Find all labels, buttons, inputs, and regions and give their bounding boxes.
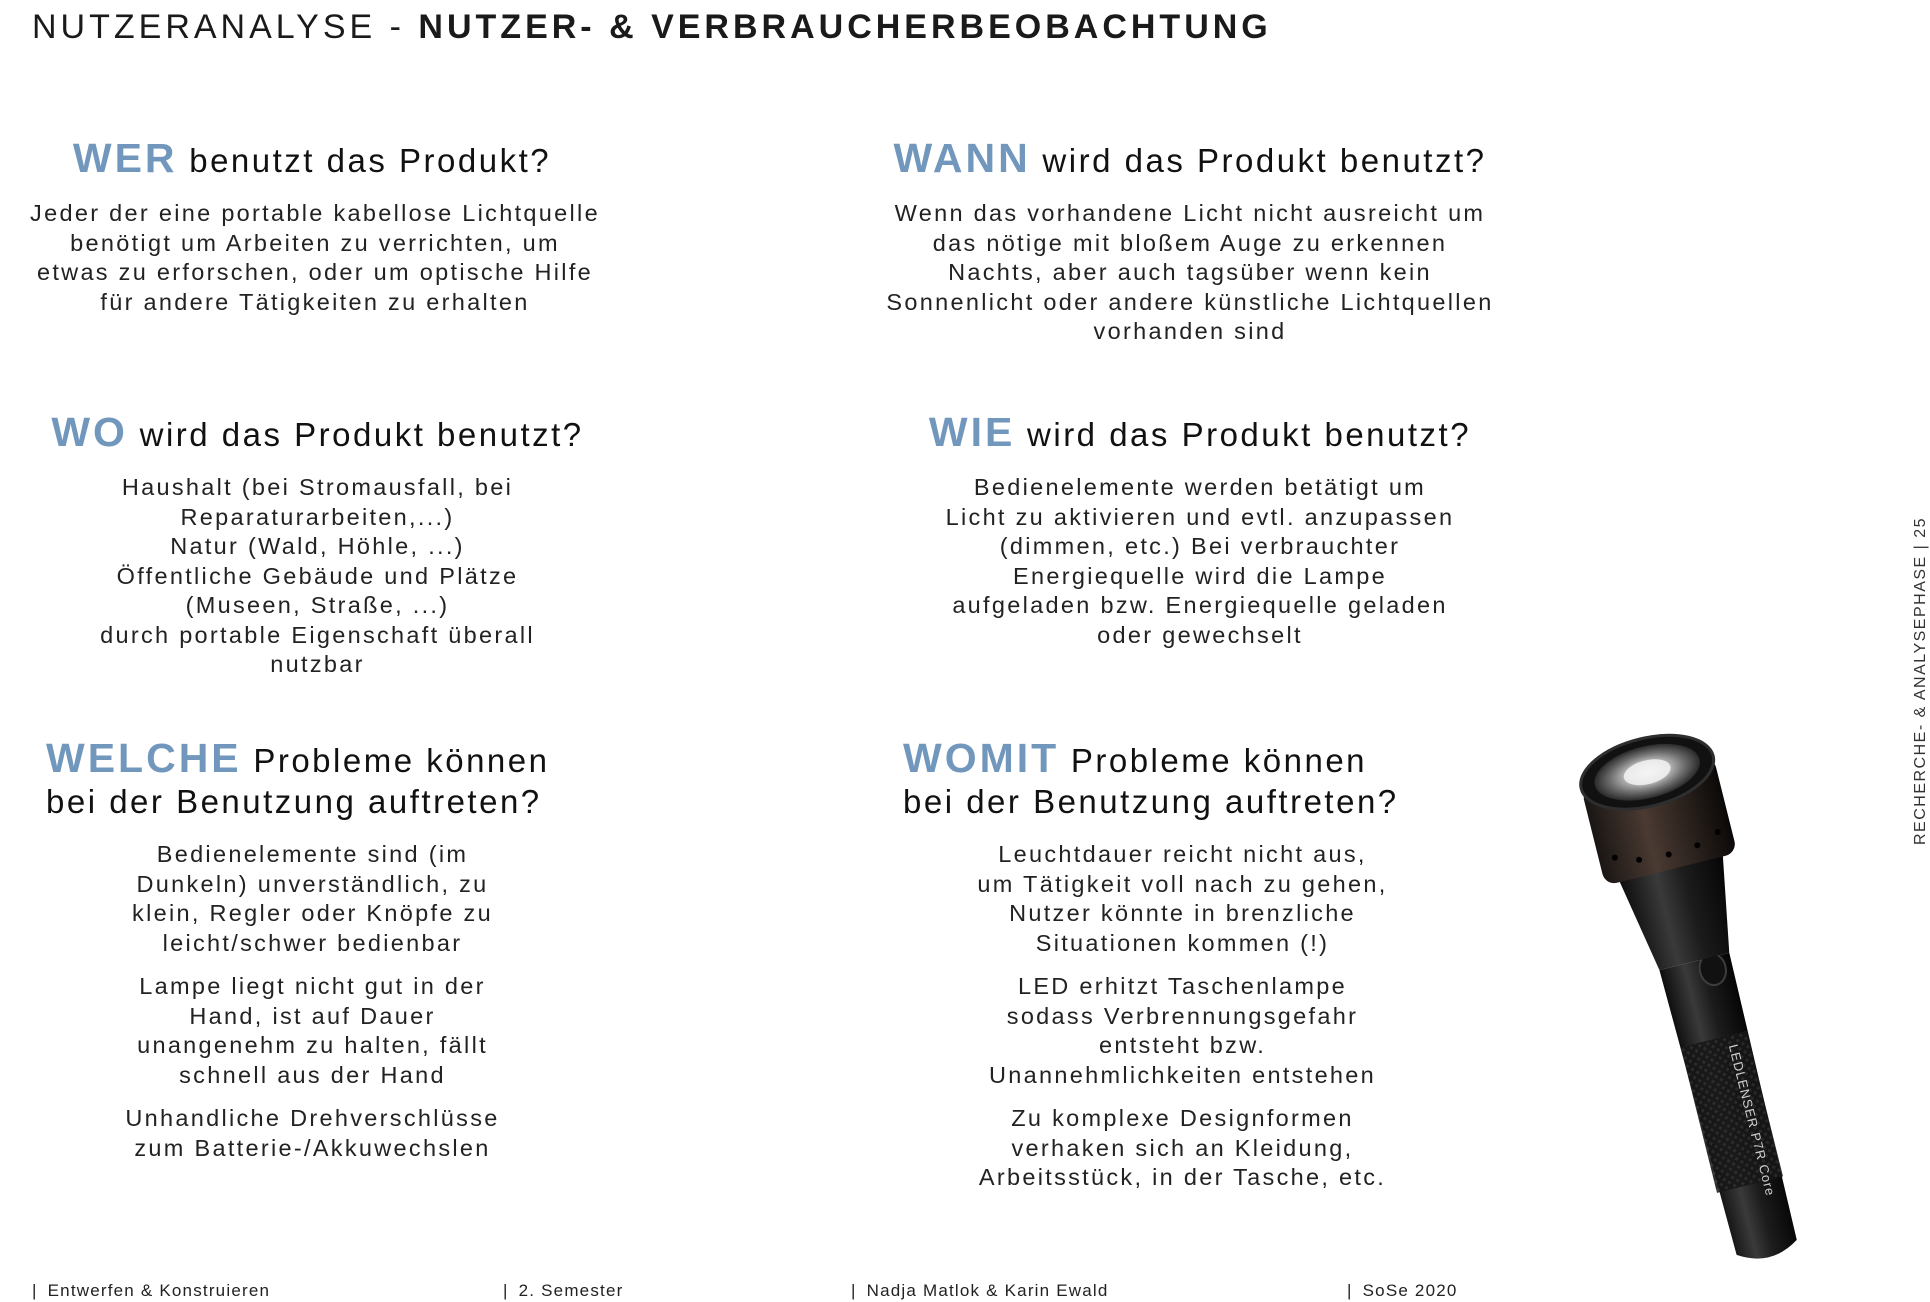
section-question: wird das Produkt benutzt? — [1030, 142, 1487, 179]
section-answer: Jeder der eine portable kabellose Lichtquelle benötigt um Arbeiten zu verrichten, um etwas zu erforschen, oder um optische Hilfe für andere Tätigkeiten zu erhalten — [30, 200, 600, 315]
footer-item — [1347, 1281, 1458, 1301]
section-keyword: WANN — [893, 135, 1031, 181]
section-question: wird das Produkt benutzt? — [1015, 416, 1472, 453]
section-heading — [880, 409, 1520, 455]
section-answer: Leuchtdauer reicht nicht aus, um Tätigkeit voll nach zu gehen, Nutzer könnte in brenzliche Situationen kommen (!) — [977, 841, 1388, 956]
section-answer: Bedienelemente werden betätigt um Licht zu aktivieren und evtl. anzupassen (dimmen, etc.) Bei verbrauchter Energiequelle wird die Lampe aufgeladen bzw. Energiequelle geladen oder gewechselt — [945, 474, 1455, 648]
footer-text: 2. Semester — [518, 1281, 624, 1300]
section-answer: Unhandliche Drehverschlüsse zum Batterie-/Akkuwechslen — [125, 1105, 500, 1161]
section-wann — [850, 135, 1530, 361]
section-question-line2: bei der Benutzung auftreten? — [903, 783, 1399, 820]
flashlight-image — [1570, 710, 1840, 1285]
section-answer: Lampe liegt nicht gut in der Hand, ist auf Dauer unangenehm zu halten, fällt schnell aus der Hand — [137, 973, 488, 1088]
section-question: wird das Produkt benutzt? — [127, 416, 584, 453]
page-title-light: NUTZERANALYSE - — [32, 8, 419, 46]
section-answer: Haushalt (bei Stromausfall, bei Reparaturarbeiten,...) Natur (Wald, Höhle, ...) Öffentliche Gebäude und Plätze (Museen, Straße, ...) durch portable Eigenschaft überall nutzbar — [100, 474, 535, 677]
footer-item — [851, 1281, 1109, 1301]
section-heading — [0, 409, 635, 455]
section-womit — [870, 735, 1495, 1207]
section-answer: LED erhitzt Taschenlampe sodass Verbrennungsgefahr entsteht bzw. Unannehmlichkeiten entstehen — [988, 973, 1377, 1088]
section-heading — [870, 735, 1495, 822]
footer-text: SoSe 2020 — [1362, 1281, 1458, 1300]
footer-item — [503, 1281, 623, 1301]
page-title — [32, 8, 1272, 47]
section-question-line1: Probleme können — [241, 742, 550, 779]
section-answer: Bedienelemente sind (im Dunkeln) unverständlich, zu klein, Regler oder Knöpfe zu leicht/schwer bedienbar — [132, 841, 493, 956]
section-welche — [0, 735, 625, 1177]
section-heading — [0, 735, 625, 822]
page-number: 25 — [1912, 516, 1929, 538]
section-wer — [0, 135, 630, 331]
page-title-bold: NUTZER- & VERBRAUCHERBEOBACHTUNG — [418, 8, 1272, 46]
section-keyword: WIE — [928, 409, 1016, 455]
section-keyword: WELCHE — [46, 735, 242, 781]
section-question-line2: bei der Benutzung auftreten? — [46, 783, 542, 820]
section-heading — [850, 135, 1530, 181]
section-heading — [0, 135, 630, 181]
side-label-text: RECHERCHE- & ANALYSEPHASE — [1912, 555, 1929, 845]
footer-separator: | — [32, 1281, 38, 1300]
section-question: benutzt das Produkt? — [177, 142, 552, 179]
section-wo — [0, 409, 635, 694]
side-label-separator: | — [1912, 543, 1929, 550]
footer-item — [32, 1281, 270, 1301]
side-label — [1912, 517, 1930, 845]
section-wie — [880, 409, 1520, 664]
section-keyword: WOMIT — [903, 735, 1060, 781]
footer-text: Entwerfen & Konstruieren — [47, 1281, 271, 1300]
flashlight-brand-text: LEDLENSER P7R Core — [1725, 1042, 1779, 1198]
footer-text: Nadja Matlok & Karin Ewald — [866, 1281, 1109, 1300]
section-keyword: WO — [51, 409, 128, 455]
footer-separator: | — [1347, 1281, 1353, 1300]
section-question-line1: Probleme können — [1059, 742, 1368, 779]
footer-separator: | — [503, 1281, 509, 1300]
section-answer: Wenn das vorhandene Licht nicht ausreicht um das nötige mit bloßem Auge zu erkennen Nachts, aber auch tagsüber wenn kein Sonnenlicht oder andere künstliche Lichtquellen vorhanden sind — [886, 200, 1494, 344]
section-answer: Zu komplexe Designformen verhaken sich an Kleidung, Arbeitsstück, in der Tasche, etc. — [978, 1105, 1387, 1190]
section-keyword: WER — [72, 135, 178, 181]
footer-separator: | — [851, 1281, 857, 1300]
